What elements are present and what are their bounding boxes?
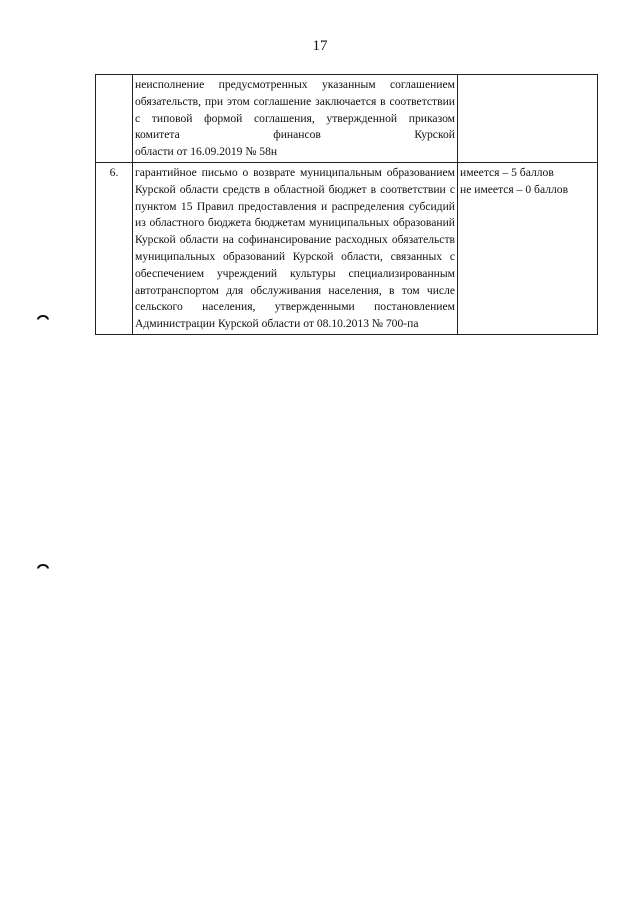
criterion-text-last-line: области от 16.09.2019 № 58н bbox=[135, 145, 278, 159]
score-option: имеется – 5 баллов bbox=[460, 165, 554, 179]
criterion-text: неисполнение предусмотренных указанным соглашением обязательств, при этом соглашение заключается в соответствии с типовой формой соглашения, утвержденной приказом комитета финансов Курской bbox=[135, 78, 455, 142]
criterion-description-cell bbox=[133, 162, 458, 334]
row-number-cell bbox=[96, 75, 133, 163]
table-row bbox=[96, 162, 598, 334]
score-cell bbox=[458, 162, 598, 334]
page-number: 17 bbox=[312, 38, 328, 54]
score-option: не имеется – 0 баллов bbox=[460, 182, 569, 196]
criterion-text-last-line: Администрации Курской области от 08.10.2013 № 700-па bbox=[135, 317, 419, 331]
criterion-description-cell bbox=[133, 75, 458, 163]
binder-hole-icon bbox=[36, 312, 50, 320]
score-cell bbox=[458, 75, 598, 163]
binder-hole-icon bbox=[36, 561, 50, 569]
table-row bbox=[96, 75, 598, 163]
row-number-cell: 6. bbox=[96, 162, 133, 334]
criterion-text: гарантийное письмо о возврате муниципальным образованием Курской области средств в областной бюджет в соответствии с пунктом 15 Правил предоставления и распределения субсидий из областного бюджета бюджетам муниципальных образований Курской области на софинансирование расходных обязательств муниципальных образований Курской области, связанных с обеспечением учреждений культуры специализированным автотранспортом для обслуживания населения, в том числе сельского населения, утвержденными постановлением bbox=[135, 165, 455, 314]
criteria-table bbox=[95, 74, 598, 335]
